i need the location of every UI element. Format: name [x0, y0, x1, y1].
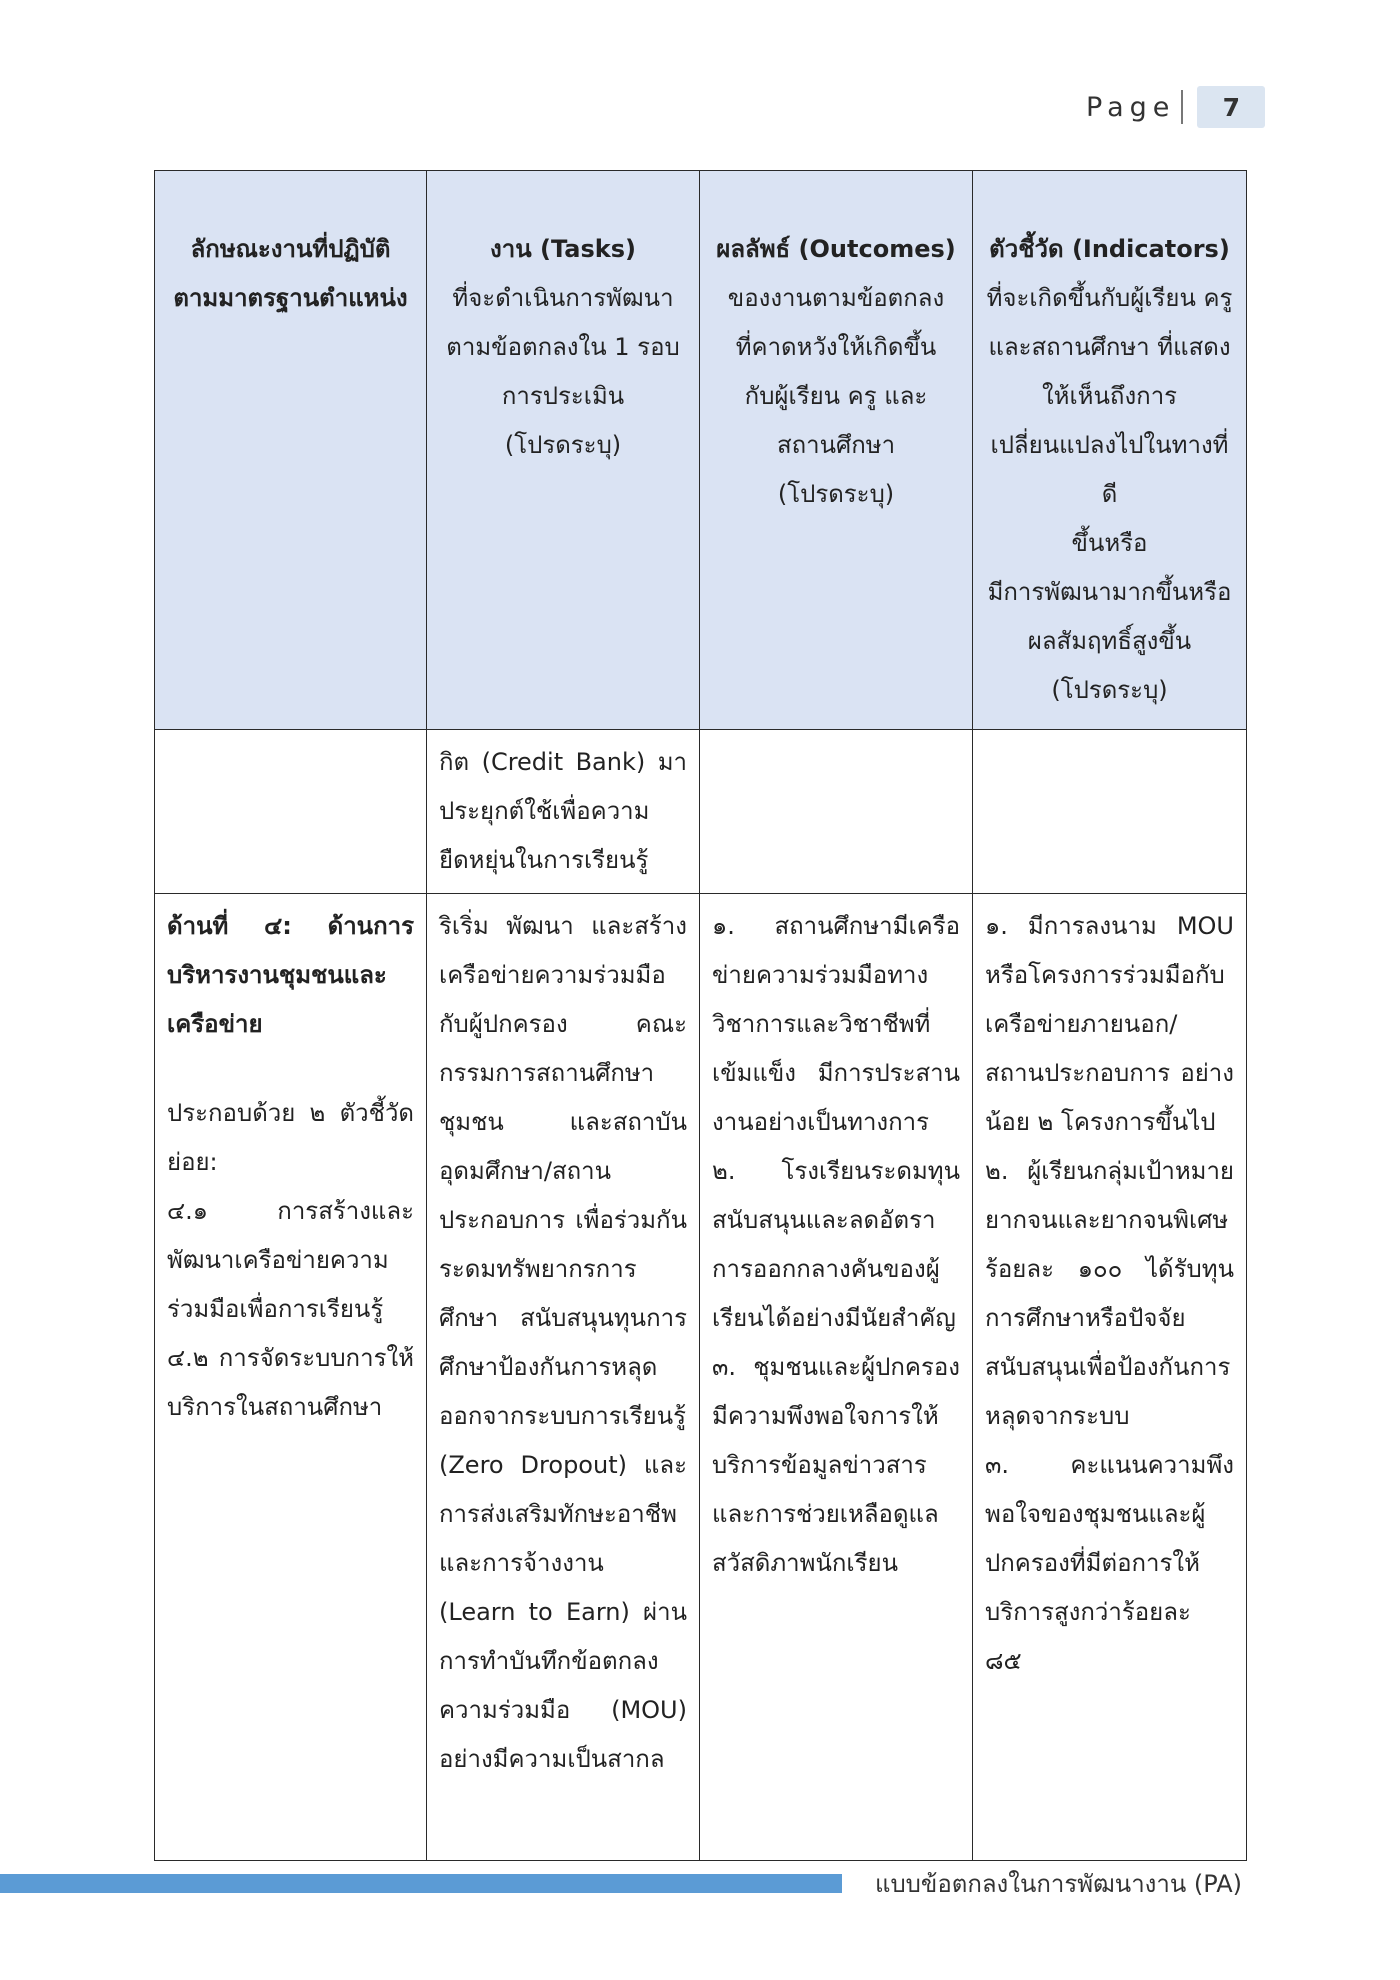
header-indicators-line: มีการพัฒนามากขึ้นหรือ — [987, 578, 1232, 606]
footer-bar — [0, 1874, 842, 1893]
outcome-item: ๓. ชุมชนและผู้ปกครองมีความพึงพอใจการให้บริการข้อมูลข่าวสารและการช่วยเหลือดูแลสวัสดิภาพนักเรียน — [712, 1353, 960, 1577]
header-tasks — [427, 171, 700, 730]
agreement-table — [154, 170, 1247, 1861]
page-separator — [1181, 90, 1183, 124]
area-item: ๔.๒ การจัดระบบการให้บริการในสถานศึกษา — [167, 1344, 414, 1421]
header-indicators — [973, 171, 1247, 730]
cell-task-continuation: กิต (Credit Bank) มาประยุกต์ใช้เพื่อความยืดหยุ่นในการเรียนรู้ — [427, 730, 700, 894]
header-outcomes-line: สถานศึกษา — [776, 431, 896, 459]
indicator-item: ๒. ผู้เรียนกลุ่มเป้าหมายยากจนและยากจนพิเศษ ร้อยละ ๑๐๐ ได้รับทุนการศึกษาหรือปัจจัยสนับสนุนเพื่อป้องกันการหลุดจากระบบ — [985, 1157, 1234, 1430]
header-tasks-title: งาน (Tasks) — [490, 235, 636, 263]
spacer — [167, 1049, 414, 1089]
page-label: Page — [1086, 91, 1176, 123]
header-duties-title: ลักษณะงานที่ปฏิบัติ — [190, 235, 391, 263]
header-duties — [155, 171, 427, 730]
table-header-row — [155, 171, 1247, 730]
header-tasks-line: ตามข้อตกลงใน 1 รอบ — [446, 333, 680, 361]
cell-duties-empty — [155, 730, 427, 894]
header-indicators-line: (โปรดระบุ) — [1051, 676, 1168, 704]
cell-task: ริเริ่ม พัฒนา และสร้างเครือข่ายความร่วมมือกับผู้ปกครอง คณะกรรมการสถานศึกษา ชุมชน และสถาบันอุดมศึกษา/สถานประกอบการ เพื่อร่วมกันระดมทรัพยากรการศึกษา สนับสนุนทุนการศึกษาป้องกันการหลุดออกจากระบบการเรียนรู้ (Zero Dropout) และการส่งเสริมทักษะอาชีพและการจ้างงาน (Learn to Earn) ผ่านการทำบันทึกข้อตกลงความร่วมมือ (MOU) อย่างมีความเป็นสากล — [427, 894, 700, 1861]
header-outcomes-title: ผลลัพธ์ (Outcomes) — [716, 235, 956, 263]
header-indicators-line: ผลสัมฤทธิ์สูงขึ้น — [1027, 627, 1192, 655]
area-title: ด้านที่ ๔: ด้านการบริหารงานชุมชนและเครือข่าย — [167, 912, 414, 1038]
cell-outcomes — [700, 894, 973, 1861]
area-item: ๔.๑ การสร้างและพัฒนาเครือข่ายความร่วมมือเพื่อการเรียนรู้ — [167, 1197, 414, 1323]
table-row-area-4 — [155, 894, 1247, 1861]
header-outcomes-line: (โปรดระบุ) — [777, 480, 895, 508]
footer-text: แบบข้อตกลงในการพัฒนางาน (PA) — [874, 1870, 1242, 1898]
page-header — [1086, 86, 1265, 128]
header-indicators-line: เปลี่ยนแปลงไปในทางที่ดี — [990, 431, 1229, 508]
area-intro: ประกอบด้วย ๒ ตัวชี้วัดย่อย: — [167, 1099, 414, 1176]
page-number: 7 — [1197, 86, 1265, 128]
outcome-item: ๒. โรงเรียนระดมทุนสนับสนุนและลดอัตราการออกกลางคันของผู้เรียนได้อย่างมีนัยสำคัญ — [712, 1157, 960, 1332]
header-outcomes-line: ที่คาดหวังให้เกิดขึ้น — [735, 333, 937, 361]
outcome-item: ๑. สถานศึกษามีเครือข่ายความร่วมมือทางวิชาการและวิชาชีพที่เข้มแข็ง มีการประสานงานอย่างเป็นทางการ — [712, 912, 960, 1136]
table-row-continuation — [155, 730, 1247, 894]
cell-indicators — [973, 894, 1247, 1861]
header-indicators-line: ที่จะเกิดขึ้นกับผู้เรียน ครู — [986, 284, 1233, 312]
cell-area-4 — [155, 894, 427, 1861]
header-outcomes — [700, 171, 973, 730]
header-outcomes-line: กับผู้เรียน ครู และ — [744, 382, 928, 410]
header-tasks-line: (โปรดระบุ) — [504, 431, 622, 459]
header-indicators-title: ตัวชี้วัด (Indicators) — [989, 235, 1230, 263]
header-tasks-line: การประเมิน — [501, 382, 625, 410]
header-indicators-line: ให้เห็นถึงการ — [1041, 382, 1178, 410]
indicator-item: ๓. คะแนนความพึงพอใจของชุมชนและผู้ปกครองที่มีต่อการให้บริการสูงกว่าร้อยละ ๘๕ — [985, 1451, 1234, 1675]
header-outcomes-line: ของงานตามข้อตกลง — [727, 284, 945, 312]
header-indicators-line: และสถานศึกษา ที่แสดง — [988, 333, 1231, 361]
header-tasks-line: ที่จะดำเนินการพัฒนา — [452, 284, 674, 312]
cell-outcomes-empty — [700, 730, 973, 894]
header-duties-line: ตามมาตรฐานตำแหน่ง — [173, 284, 408, 312]
header-indicators-line: ขึ้นหรือ — [1071, 529, 1148, 557]
cell-indicators-empty — [973, 730, 1247, 894]
indicator-item: ๑. มีการลงนาม MOU หรือโครงการร่วมมือกับเครือข่ายภายนอก/สถานประกอบการ อย่างน้อย ๒ โครงการขึ้นไป — [985, 912, 1234, 1136]
